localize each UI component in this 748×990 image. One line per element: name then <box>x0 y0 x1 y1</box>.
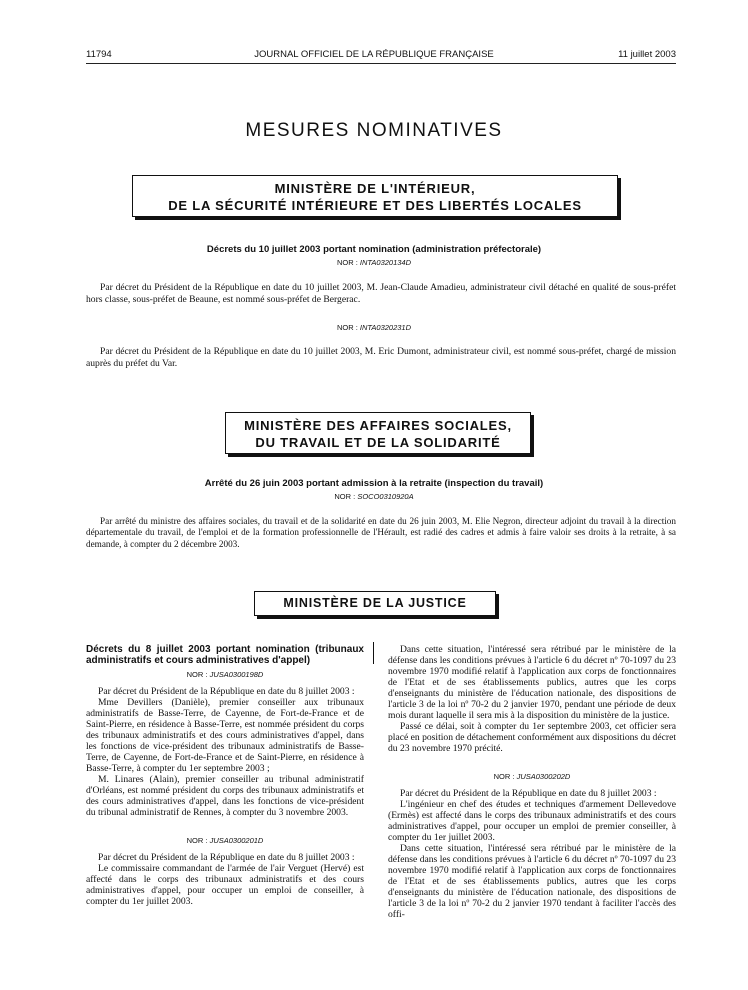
decree-paragraph: Par décret du Président de la République en date du 8 juillet 2003 : <box>400 788 657 799</box>
page-number: 11794 <box>86 49 112 60</box>
decree-title: Décrets du 8 juillet 2003 portant nomination (tribunaux administratifs et cours administratives d'appel) <box>86 644 364 666</box>
nor-code: SOCO0310920A <box>357 492 414 501</box>
decree-paragraph: Passé ce délai, soit à compter du 1er septembre 2003, cet officier sera placé en position de détachement conformément aux dispositions du décret du 23 novembre 1970 précité. <box>388 721 676 754</box>
nor-label: NOR : <box>186 670 210 679</box>
decree-title: Arrêté du 26 juin 2003 portant admission à la retraite (inspection du travail) <box>204 478 544 489</box>
decree-paragraph: L'ingénieur en chef des études et techniques d'armement Dellevedove (Ermès) est affecté dans le corps des tribunaux administratifs et des cours administratives d'appel, pour occuper un emploi de premier conseiller, à compter du 1er juillet 2003. <box>388 799 676 843</box>
ministry-box-justice: MINISTÈRE DE LA JUSTICE <box>254 591 496 616</box>
nor-label: NOR : <box>186 836 210 845</box>
nor-reference <box>86 669 364 680</box>
nor-reference <box>388 771 676 782</box>
ministry-box-affaires-sociales <box>225 412 531 454</box>
header-rule <box>86 63 676 64</box>
nor-code: JUSA0300198D <box>209 670 264 679</box>
decree-paragraph: Par arrêté du ministre des affaires sociales, du travail et de la solidarité en date du 26 juin 2003, M. Elie Negron, directeur adjoint du travail à la direction départementale du travail, de l'emploi et de la formation professionnelle de l'Hérault, est radié des cadres et admis à faire valoir ses droits à la retraite, à sa demande, à compter du 2 décembre 2003. <box>86 516 676 549</box>
nor-reference <box>0 258 748 267</box>
decree-paragraph: Par décret du Président de la République en date du 8 juillet 2003 : <box>98 852 355 863</box>
journal-title: JOURNAL OFFICIEL DE LA RÉPUBLIQUE FRANÇAISE <box>254 49 494 60</box>
column-rule-mark <box>373 642 374 664</box>
justice-left-column <box>86 644 364 907</box>
decree-paragraph: Par décret du Président de la République en date du 10 juillet 2003, M. Jean-Claude Amadieu, administrateur civil détaché en qualité de sous-préfet hors classe, sous-préfet de Beaune, est nommé sous-préfet de Bergerac. <box>86 282 676 305</box>
nor-label: NOR : <box>334 492 358 501</box>
decree-paragraph: Dans cette situation, l'intéressé sera rétribué par le ministère de la défense dans les conditions prévues à l'article 6 du décret nº 70-1097 du 23 novembre 1970 modifié relatif à l'application aux corps de fonctionnaires de l'Etat et de ses établissements publics, autres que les corps d'enseignants du ministère de l'éducation nationale, des dispositions de l'article 3 de la loi nº 70-2 du 2 janvier 1970, pendant une période de deux mois durant laquelle il sera mis à la disposition du ministère de la justice. <box>388 644 676 721</box>
main-title: MESURES NOMINATIVES <box>245 120 503 141</box>
decree-paragraph: M. Linares (Alain), premier conseiller au tribunal administratif d'Orléans, est nommé président du corps des tribunaux administratifs et des cours administratives d'appel, dans les fonctions de vice-président du tribunal administratif de Rennes, à compter du 3 novembre 2003. <box>86 774 364 818</box>
nor-code: JUSA0300201D <box>209 836 264 845</box>
decree-paragraph: Dans cette situation, l'intéressé sera rétribué par le ministère de la défense dans les conditions prévues à l'article 6 du décret nº 70-1097 du 23 novembre 1970 modifié relatif à l'application aux corps de fonctionnaires de l'Etat et de ses établissements publics, autres que les corps d'enseignants du ministère de l'éducation nationale, des dispositions de l'article 3 de la loi nº 70-2 du 2 janvier 1970 tendant à faciliter l'accès des offi- <box>388 843 676 920</box>
decree-paragraph: Par décret du Président de la République en date du 8 juillet 2003 : <box>98 686 355 697</box>
nor-code: INTA0320134D <box>359 258 412 267</box>
ministry-box-interieur <box>132 175 618 217</box>
nor-code: JUSA0300202D <box>516 772 571 781</box>
nor-reference <box>0 492 748 501</box>
decree-paragraph: Mme Devillers (Danièle), premier conseiller aux tribunaux administratifs de Basse-Terre, de Cayenne, de Fort-de-France et de Saint-Pierre, en résidence à Basse-Terre, est nommée président du corps des tribunaux administratifs et des cours administratives d'appel, dans les fonctions de vice-président des tribunaux administratifs de Basse-Terre, de Cayenne, de Fort-de-France et de Saint-Pierre, en résidence à Basse-Terre, à compter du 1er septembre 2003 ; <box>86 697 364 774</box>
ministry-line-1: MINISTÈRE DE L'INTÉRIEUR, <box>274 181 476 196</box>
decree-paragraph: Le commissaire commandant de l'armée de l'air Verguet (Hervé) est affecté dans le corps des tribunaux administratifs et des cours administratives d'appel, pour occuper un emploi de conseiller, à compter du 1er juillet 2003. <box>86 863 364 907</box>
decree-title: Décrets du 10 juillet 2003 portant nomination (administration préfectorale) <box>206 244 542 255</box>
ministry-line-2: DU TRAVAIL ET DE LA SOLIDARITÉ <box>255 435 501 450</box>
justice-right-column <box>388 644 676 920</box>
ministry-line-1: MINISTÈRE DES AFFAIRES SOCIALES, <box>244 418 512 433</box>
nor-label: NOR : <box>336 323 360 332</box>
nor-reference <box>0 323 748 332</box>
nor-label: NOR : <box>336 258 360 267</box>
nor-label: NOR : <box>493 772 517 781</box>
issue-date: 11 juillet 2003 <box>618 49 676 60</box>
nor-reference <box>86 835 364 846</box>
ministry-line-2: DE LA SÉCURITÉ INTÉRIEURE ET DES LIBERTÉS LOCALES <box>168 198 582 213</box>
nor-code: INTA0320231D <box>359 323 412 332</box>
decree-paragraph: Par décret du Président de la République en date du 10 juillet 2003, M. Eric Dumont, administrateur civil, est nommé sous-préfet, chargé de mission auprès du préfet du Var. <box>86 346 676 369</box>
